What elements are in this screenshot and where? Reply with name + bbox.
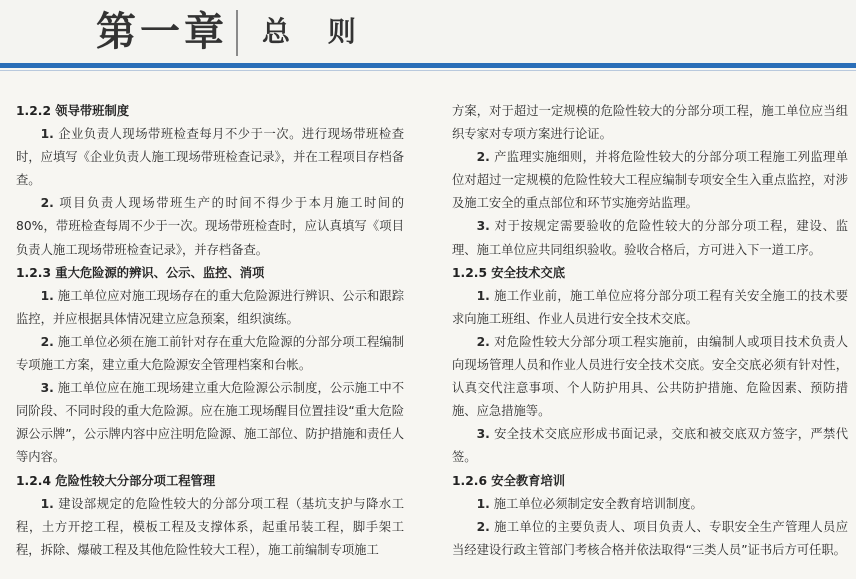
paragraph — [16, 192, 404, 261]
item-number: 2. — [40, 334, 54, 349]
item-number: 3. — [476, 427, 490, 442]
item-number: 2. — [476, 334, 490, 349]
left-column — [16, 100, 404, 562]
section-heading: 1.2.6 安全教育培训 — [452, 473, 566, 488]
chapter-title: 第一章 — [96, 8, 228, 55]
paragraph — [16, 285, 404, 331]
section-title: 总 则 — [262, 15, 370, 48]
paragraph-text: 施工单位必须制定安全教育培训制度。 — [489, 496, 703, 511]
paragraph — [16, 493, 404, 562]
item-number: 2. — [476, 150, 490, 165]
item-number: 3. — [40, 381, 54, 396]
paragraph — [16, 123, 404, 192]
item-number: 1. — [476, 496, 490, 511]
paragraph — [452, 146, 848, 215]
paragraph-text: 对危险性较大分部分项工程实施前，由编制人或项目技术负责人向现场管理人员和作业人员进行安全技术交底。安全交底必须有针对性，认真交代注意事项、个人防护用具、公共防护措施、危险因素、预防措施、应急措施等。 — [452, 334, 848, 419]
paragraph-text: 施工单位应在施工现场建立重大危险源公示制度，公示施工中不同阶段、不同时段的重大危险源。应在施工现场醒目位置挂设“重大危险源公示牌”，公示牌内容中应注明危险源、施工部位、防护措施和责任人等内容。 — [16, 381, 404, 465]
item-number: 1. — [40, 127, 54, 142]
paragraph — [452, 331, 848, 423]
paragraph — [452, 423, 848, 469]
paragraph-text: 施工单位应对施工现场存在的重大危险源进行辨识、公示和跟踪监控，并应根据具体情况建立应急预案，组织演练。 — [16, 288, 404, 326]
right-column — [452, 100, 848, 562]
paragraph — [452, 493, 848, 516]
paragraph-text: 项目负责人现场带班生产的时间不得少于本月施工时间的80%，带班检查每周不少于一次。现场带班检查时，应认真填写《项目负责人施工现场带班检查记录》，并存档备查。 — [16, 196, 404, 257]
paragraph-text: 产监理实施细则，并将危险性较大的分部分项工程施工列监理单位对超过一定规模的危险性较大工程应编制专项安全生入重点监控，对涉及施工安全的重点部位和环节实施旁站监理。 — [452, 150, 848, 211]
item-number: 3. — [476, 219, 490, 234]
paragraph-text: 建设部规定的危险性较大的分部分项工程（基坑支护与降水工程，土方开挖工程，模板工程及支撑体系，起重吊装工程，脚手架工程，拆除、爆破工程及其他危险性较大工程），施工前编制专项施工 — [16, 496, 404, 557]
header-rule — [0, 63, 856, 68]
paragraph — [452, 516, 848, 562]
header-divider — [236, 10, 238, 56]
paragraph-text: 对于按规定需要验收的危险性较大的分部分项工程，建设、监理、施工单位应共同组织验收。验收合格后，方可进入下一道工序。 — [452, 219, 848, 257]
item-number: 1. — [40, 288, 54, 303]
header-rule-thin — [0, 70, 856, 71]
item-number: 2. — [476, 519, 490, 534]
paragraph-text: 企业负责人现场带班检查每月不少于一次。进行现场带班检查时，应填写《企业负责人施工现场带班检查记录》，并在工程项目存档备查。 — [16, 127, 404, 188]
paragraph — [16, 331, 404, 377]
section-heading: 1.2.2 领导带班制度 — [16, 104, 130, 118]
section-heading: 1.2.5 安全技术交底 — [452, 265, 566, 280]
paragraph — [452, 285, 848, 331]
paragraph-text: 施工作业前，施工单位应将分部分项工程有关安全施工的技术要求向施工班组、作业人员进行安全技术交底。 — [452, 288, 848, 326]
paragraph-text: 施工单位的主要负责人、项目负责人、专职安全生产管理人员应当经建设行政主管部门考核合格并依法取得“三类人员”证书后方可任职。 — [452, 519, 848, 557]
item-number: 1. — [476, 288, 490, 303]
item-number: 1. — [40, 496, 54, 511]
paragraph-text: 安全技术交底应形成书面记录，交底和被交底双方签字，严禁代签。 — [452, 427, 848, 465]
section-heading: 1.2.4 危险性较大分部分项工程管理 — [16, 473, 216, 488]
paragraph — [16, 377, 404, 469]
section-heading: 1.2.3 重大危险源的辨识、公示、监控、消项 — [16, 265, 265, 280]
paragraph — [452, 215, 848, 261]
paragraph-continued: 方案，对于超过一定规模的危险性较大的分部分项工程，施工单位应当组织专家对专项方案进行论证。 — [452, 104, 848, 142]
item-number: 2. — [40, 196, 54, 211]
paragraph-text: 施工单位必须在施工前针对存在重大危险源的分部分项工程编制专项施工方案，建立重大危险源安全管理档案和台帐。 — [16, 334, 404, 373]
page-header — [0, 0, 856, 64]
